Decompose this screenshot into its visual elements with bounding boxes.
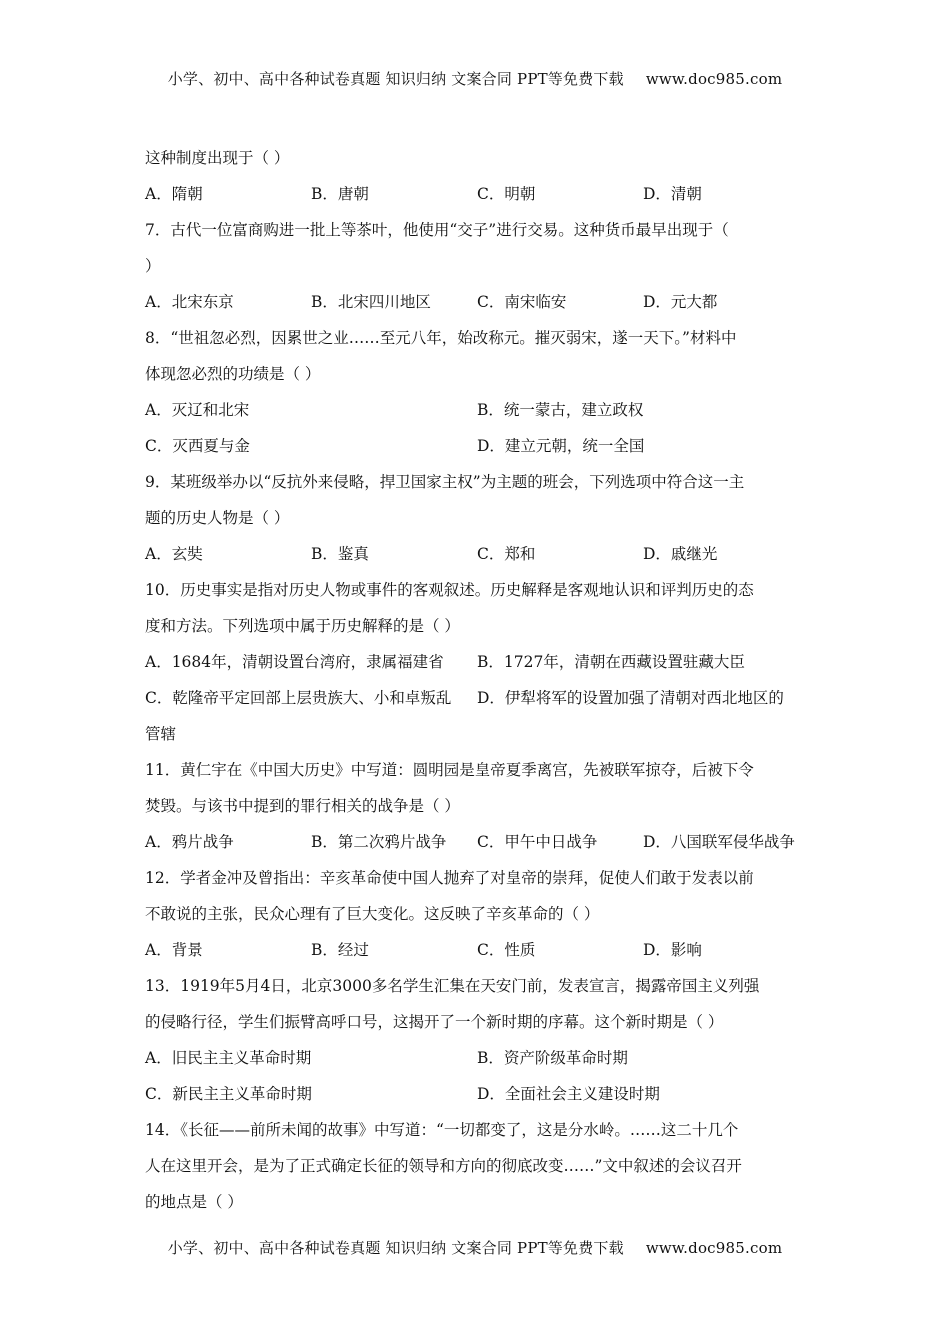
q13-option-c: C．新民主主义革命时期 (145, 1085, 312, 1103)
q11-option-d: D．八国联军侵华战争 (643, 833, 795, 851)
q8-option-d: D．建立元朝，统一全国 (477, 437, 645, 455)
q12-stem-line-1: 12．学者金冲及曾指出：辛亥革命使中国人抛弃了对皇帝的崇拜，促使人们敢于发表以前 (145, 869, 754, 887)
q7-options (145, 284, 810, 320)
q8-stem-line-2: 体现忽必烈的功绩是（ ） (145, 365, 321, 383)
footer-text: 小学、初中、高中各种试卷真题 知识归纳 文案合同 PPT等免费下载 (167, 1239, 624, 1257)
q10-option-d: D．伊犁将军的设置加强了清朝对西北地区的 (477, 689, 784, 707)
q12-option-d: D．影响 (643, 941, 702, 959)
q6-stem-tail: 这种制度出现于（ ） (145, 149, 290, 167)
q11-stem-line-1: 11．黄仁宇在《中国大历史》中写道：圆明园是皇帝夏季离宫，先被联军掠夺，后被下令 (145, 761, 754, 779)
q9-option-c: C．郑和 (477, 545, 536, 563)
q9-options (145, 536, 810, 572)
q11-stem-line-2: 焚毁。与该书中提到的罪行相关的战争是（ ） (145, 797, 460, 815)
q7-option-c: C．南宋临安 (477, 293, 567, 311)
page-header (0, 68, 950, 89)
q7-option-a: A．北宋东京 (145, 293, 234, 311)
q6-option-a: A．隋朝 (145, 185, 203, 203)
q12-option-b: B．经过 (311, 941, 369, 959)
q6-option-c: C．明朝 (477, 185, 536, 203)
q13-option-b: B．资产阶级革命时期 (477, 1049, 628, 1067)
q13-stem-line-2: 的侵略行径，学生们振臂高呼口号，这揭开了一个新时期的序幕。这个新时期是（ ） (145, 1013, 724, 1031)
q6-option-b: B．唐朝 (311, 185, 369, 203)
q10-stem-line-2: 度和方法。下列选项中属于历史解释的是（ ） (145, 617, 460, 635)
exam-content (145, 140, 810, 1220)
q9-option-b: B．鉴真 (311, 545, 369, 563)
q13-option-a: A．旧民主主义革命时期 (145, 1049, 312, 1067)
q10-option-d-continuation: 管辖 (145, 725, 177, 743)
q13-stem-line-1: 13．1919年5月4日，北京3000多名学生汇集在天安门前，发表宣言，揭露帝国主义列强 (145, 977, 760, 995)
header-text: 小学、初中、高中各种试卷真题 知识归纳 文案合同 PPT等免费下载 (167, 70, 624, 88)
q8-options-row-2 (145, 428, 810, 464)
q9-option-d: D．戚继光 (643, 545, 718, 563)
q7-stem-line-2: ） (145, 257, 161, 275)
q10-option-b: B．1727年，清朝在西藏设置驻藏大臣 (477, 653, 745, 671)
q7-option-b: B．北宋四川地区 (311, 293, 431, 311)
q14-stem-line-1: 14．《长征——前所未闻的故事》中写道：“一切都变了，这是分水岭。……这二十几个 (145, 1121, 739, 1139)
q8-option-b: B．统一蒙古，建立政权 (477, 401, 644, 419)
q11-options (145, 824, 810, 860)
q8-option-a: A．灭辽和北宋 (145, 401, 250, 419)
q12-option-c: C．性质 (477, 941, 536, 959)
q14-stem-line-2: 人在这里开会，是为了正式确定长征的领导和方向的彻底改变……”文中叙述的会议召开 (145, 1157, 742, 1175)
q6-options (145, 176, 810, 212)
q8-stem-line-1: 8．“世祖忽必烈，因累世之业……至元八年，始改称元。摧灭弱宋，遂一天下。”材料中 (145, 329, 737, 347)
q10-options-row-1 (145, 644, 810, 680)
q13-options-row-1 (145, 1040, 810, 1076)
q12-stem-line-2: 不敢说的主张，民众心理有了巨大变化。这反映了辛亥革命的（ ） (145, 905, 600, 923)
q9-option-a: A．玄奘 (145, 545, 203, 563)
q7-stem-line-1: 7．古代一位富商购进一批上等茶叶，他使用“交子”进行交易。这种货币最早出现于（ (145, 221, 729, 239)
q10-option-c: C．乾隆帝平定回部上层贵族大、小和卓叛乱 (145, 689, 452, 707)
q11-option-a: A．鸦片战争 (145, 833, 234, 851)
footer-site: www.doc985.com (645, 1239, 783, 1257)
q9-stem-line-2: 题的历史人物是（ ） (145, 509, 290, 527)
page-footer (0, 1237, 950, 1258)
q11-option-c: C．甲午中日战争 (477, 833, 598, 851)
q13-options-row-2 (145, 1076, 810, 1112)
q12-option-a: A．背景 (145, 941, 203, 959)
q10-options-row-2 (145, 680, 810, 716)
q11-option-b: B．第二次鸦片战争 (311, 833, 447, 851)
header-site: www.doc985.com (645, 70, 783, 88)
q9-stem-line-1: 9．某班级举办以“反抗外来侵略，捍卫国家主权”为主题的班会，下列选项中符合这一主 (145, 473, 745, 491)
q6-option-d: D．清朝 (643, 185, 702, 203)
q8-option-c: C．灭西夏与金 (145, 437, 250, 455)
q8-options-row-1 (145, 392, 810, 428)
q10-stem-line-1: 10．历史事实是指对历史人物或事件的客观叙述。历史解释是客观地认识和评判历史的态 (145, 581, 754, 599)
q14-stem-line-3: 的地点是（ ） (145, 1193, 243, 1211)
q7-option-d: D．元大都 (643, 293, 718, 311)
q12-options (145, 932, 810, 968)
q10-option-a: A．1684年，清朝设置台湾府，隶属福建省 (145, 653, 444, 671)
q13-option-d: D．全面社会主义建设时期 (477, 1085, 660, 1103)
